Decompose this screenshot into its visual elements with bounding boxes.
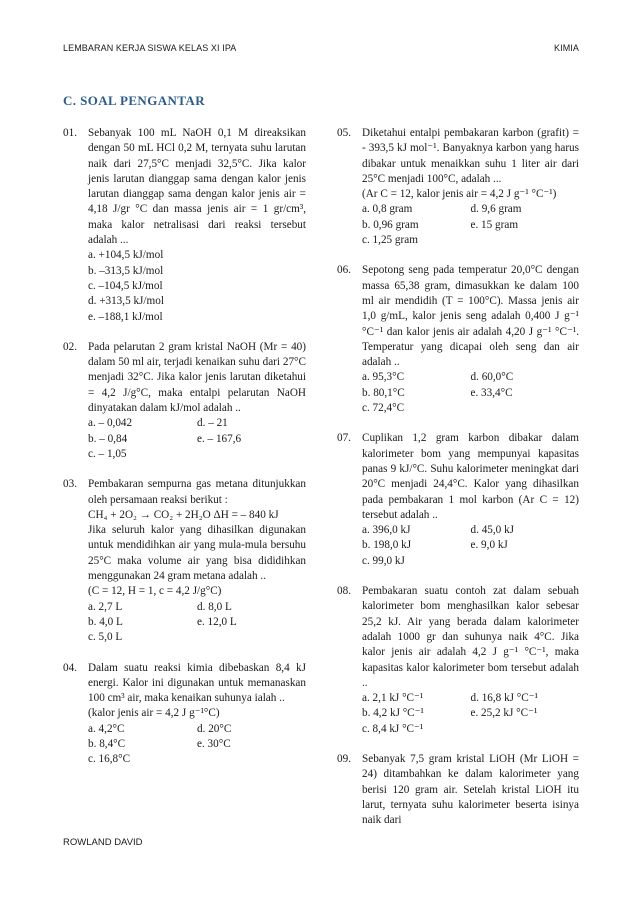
question-item [63, 477, 306, 645]
option-row [362, 401, 579, 416]
question-number: 09. [337, 752, 351, 765]
answer-option: b. 80,1°C [362, 386, 405, 399]
option-row [88, 752, 306, 767]
question-item [63, 661, 306, 768]
question-text: Diketahui entalpi pembakaran karbon (grafit) = - 393,5 kJ mol⁻¹. Banyaknya karbon yang harus dibakar untuk menaikkan suhu 1 liter air dari 25°C menjadi 100°C, adalah ... [362, 127, 579, 185]
option-row [362, 370, 579, 385]
answer-options [88, 600, 306, 646]
question-text: Jika seluruh kalor yang dihasilkan digunakan untuk mendidihkan air yang mula-mula bersuhu 25°C maka volume air yang bisa dididihkan menggunakan 24 gram metana adalah .. [88, 524, 306, 583]
option-row [88, 600, 306, 615]
question-text: (C = 12, H = 1, c = 4,2 J/g°C) [88, 585, 222, 598]
answer-option: c. 99,0 kJ [362, 554, 405, 567]
answer-option: c. 16,8°C [88, 753, 131, 766]
answer-option: c. 1,25 gram [362, 234, 418, 247]
option-row [88, 264, 306, 279]
question-number: 02. [63, 340, 77, 353]
question-number: 03. [63, 478, 77, 491]
question-number: 06. [337, 264, 351, 277]
answer-option: d. 60,0°C [470, 371, 514, 384]
option-row [362, 386, 579, 401]
answer-option: e. – 167,6 [197, 432, 242, 445]
question-text: Sebanyak 7,5 gram kristal LiOH (Mr LiOH = 24) ditambahkan ke dalam kalorimeter yang berisi 120 gram air. Setelah kristal LiOH itu larut, ternyata suhu kalorimeter beserta isinya naik dari [362, 752, 579, 827]
answer-option: a. 2,1 kJ °C⁻¹ [362, 692, 424, 705]
option-row [88, 447, 306, 462]
answer-option: d. 45,0 kJ [470, 524, 515, 537]
question-number: 01. [63, 127, 77, 139]
option-row [88, 615, 306, 630]
answer-option: b. 198,0 kJ [362, 539, 412, 552]
answer-option: c. –104,5 kJ/mol [88, 279, 163, 292]
answer-options [362, 370, 579, 416]
answer-option: d. 9,6 gram [470, 203, 522, 216]
answer-option: c. – 1,05 [88, 447, 127, 460]
answer-options [88, 416, 306, 462]
answer-options [362, 523, 579, 569]
option-row [88, 279, 306, 294]
question-number: 04. [63, 661, 77, 674]
question-item [337, 752, 579, 828]
answer-option: e. 15 gram [470, 218, 519, 231]
option-row [88, 294, 306, 309]
answer-option: e. 9,0 kJ [470, 539, 508, 552]
answer-option: e. 33,4°C [470, 386, 513, 399]
answer-options [362, 202, 579, 248]
question-item [63, 340, 306, 462]
answer-option: d. 16,8 kJ °C⁻¹ [470, 692, 539, 705]
option-row [362, 538, 579, 553]
question-text: Sepotong seng pada temperatur 20,0°C dengan massa 65,38 gram, dimasukkan ke dalam 100 ml air mendidih (T = 100°C). Massa jenis air 1,0 g/mL, kalor jenis seng adalah 0,400 J g⁻¹ °C⁻¹ dan kalor jenis air adalah 4,20 J g⁻¹ °C⁻¹. Temperatur yang dicapai oleh seng dan air adalah .. [362, 264, 579, 369]
option-row [88, 630, 306, 645]
header-right: KIMIA [553, 43, 579, 53]
option-row [362, 218, 579, 233]
question-item [337, 584, 579, 737]
option-row [362, 691, 579, 706]
answer-option: b. 4,2 kJ °C⁻¹ [362, 707, 424, 720]
question-stem [362, 584, 579, 691]
answer-option: d. 8,0 L [197, 600, 232, 613]
option-row [88, 722, 306, 737]
answer-option: a. 396,0 kJ [362, 524, 411, 537]
option-row [88, 432, 306, 447]
question-number: 08. [337, 585, 351, 598]
answer-option: e. 25,2 kJ °C⁻¹ [470, 707, 538, 720]
question-item [337, 126, 579, 248]
question-stem [362, 431, 579, 523]
header-left: LEMBARAN KERJA SISWA KELAS XI IPA [63, 43, 237, 53]
question-text: Sebanyak 100 mL NaOH 0,1 M direaksikan dengan 50 mL HCl 0,2 M, ternyata suhu larutan naik dari 27,5°C menjadi 32,5°C. Jika kalor jenis larutan dianggap sama dengan kalor jenis larutan dianggap sama dengan kalor jenis air = 4,18 J/gr °C dan massa jenis air = 1 gr/cm³, maka kalor netralisasi dari reaksi tersebut adalah ... [88, 127, 306, 247]
answer-option: d. 20°C [197, 722, 232, 735]
option-row [362, 233, 579, 248]
question-stem [88, 340, 306, 416]
answer-option: b. 0,96 gram [362, 218, 419, 231]
answer-option: a. 2,7 L [88, 600, 123, 613]
answer-option: d. +313,5 kJ/mol [88, 295, 164, 308]
option-row [362, 523, 579, 538]
answer-option: b. 8,4°C [88, 737, 126, 750]
question-number: 05. [337, 127, 351, 139]
answer-options [362, 691, 579, 737]
answer-option: c. 72,4°C [362, 402, 405, 415]
question-text: Pembakaran sempurna gas metana ditunjukkan oleh persamaan reaksi berikut : [88, 478, 306, 506]
question-text: (Ar C = 12, kalor jenis air = 4,2 J g⁻¹ °C⁻¹) [362, 188, 557, 201]
question-item [337, 263, 579, 416]
answer-options [88, 248, 306, 324]
answer-option: a. 95,3°C [362, 371, 405, 384]
answer-option: a. 0,8 gram [362, 203, 413, 216]
left-column [63, 126, 306, 783]
answer-option: a. +104,5 kJ/mol [88, 249, 164, 262]
question-number: 07. [337, 432, 351, 445]
option-row [362, 722, 579, 737]
option-row [362, 202, 579, 217]
question-text: Dalam suatu reaksi kimia dibebaskan 8,4 kJ energi. Kalor ini digunakan untuk memanaskan 100 cm³ air, maka kenaikan suhunya ialah .. [88, 661, 306, 705]
answer-option: d. – 21 [197, 417, 228, 430]
option-row [88, 416, 306, 431]
answer-option: e. 30°C [197, 737, 231, 750]
question-stem [88, 477, 306, 599]
question-stem [88, 126, 306, 248]
question-stem [88, 661, 306, 722]
answer-option: e. 12,0 L [197, 615, 237, 628]
question-stem [362, 126, 579, 202]
question-text: CH₄ + 2O₂ → CO₂ + 2H₂O ΔH = – 840 kJ [88, 508, 279, 521]
answer-option: c. 8,4 kJ °C⁻¹ [362, 722, 424, 735]
option-row [88, 310, 306, 325]
answer-options [88, 722, 306, 768]
answer-option: c. 5,0 L [88, 631, 123, 644]
option-row [88, 737, 306, 752]
right-column [337, 126, 579, 843]
answer-option: a. 4,2°C [88, 722, 125, 735]
question-item [337, 431, 579, 569]
question-stem [362, 263, 579, 370]
option-row [88, 248, 306, 263]
question-text: Pada pelarutan 2 gram kristal NaOH (Mr = 40) dalam 50 ml air, terjadi kenaikan suhu dari 27°C menjadi 32°C. Jika kalor jenis larutan diketahui = 4,2 J/g°C, maka entalpi pelarutan NaOH dinyatakan dalam kJ/mol adalah .. [88, 340, 306, 415]
question-text: Cuplikan 1,2 gram karbon dibakar dalam kalorimeter bom yang mempunyai kapasitas panas 9 kJ/°C. Suhu kalorimeter meningkat dari 20°C menjadi 24,4°C. Kalor yang dihasilkan pada pembakaran 1 mol karbon (Ar C = 12) tersebut adalah .. [362, 432, 579, 521]
section-title: C. SOAL PENGANTAR [63, 93, 205, 108]
answer-option: b. – 0,84 [88, 432, 128, 445]
answer-option: a. – 0,042 [88, 417, 133, 430]
option-row [362, 554, 579, 569]
footer-author: ROWLAND DAVID [63, 837, 143, 848]
answer-option: e. –188,1 kJ/mol [88, 310, 163, 323]
answer-option: b. –313,5 kJ/mol [88, 264, 164, 277]
question-stem [362, 752, 579, 828]
question-item [63, 126, 306, 325]
answer-option: b. 4,0 L [88, 615, 123, 628]
question-text: (kalor jenis air = 4,2 J g⁻¹°C) [88, 707, 220, 720]
question-text: Pembakaran suatu contoh zat dalam sebuah kalorimeter bom menghasilkan kalor sebesar 25,2 kJ. Air yang berada dalam kalorimeter adalah 1000 gr dan suhunya naik 4°C. Jika kalor jenis air adalah 4,2 J g⁻¹ °C⁻¹, maka kapasitas kalor kalorimeter bom tersebut adalah .. [362, 585, 579, 689]
option-row [362, 706, 579, 721]
